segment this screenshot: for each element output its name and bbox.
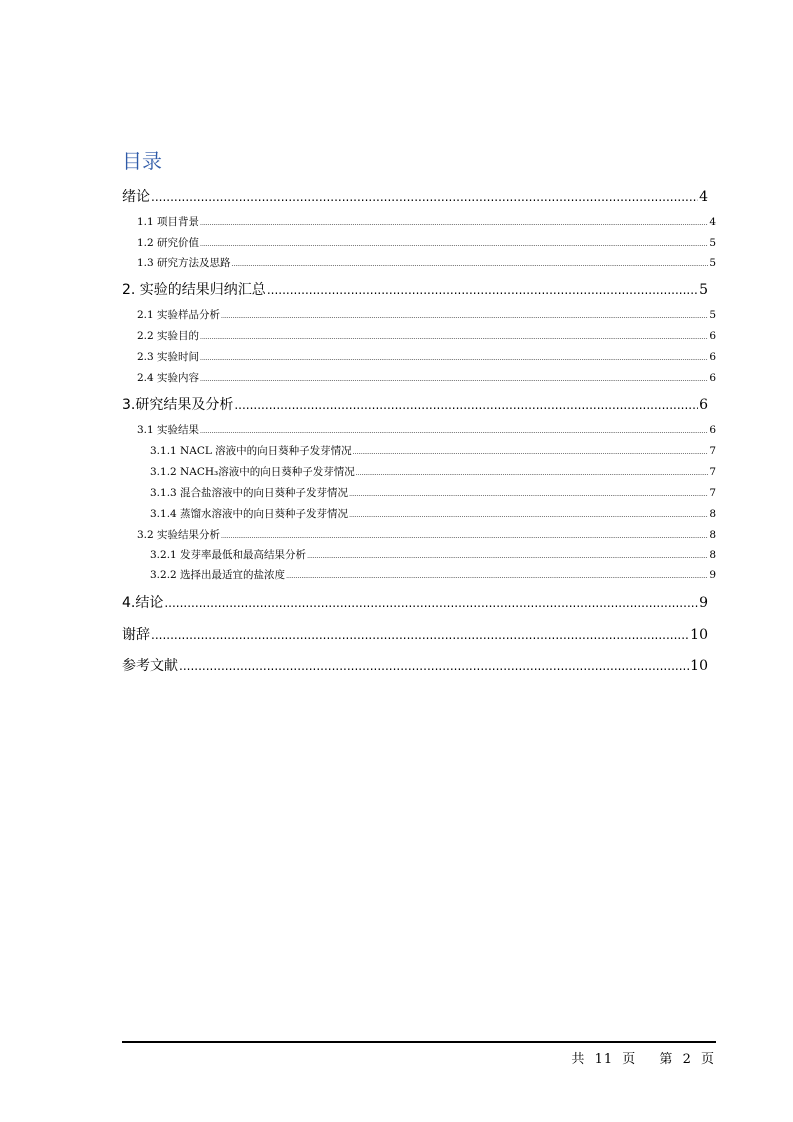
- toc-entry-page: 6: [699, 397, 708, 413]
- toc-entry-page: 4: [699, 189, 708, 205]
- footer-current-prefix: 第: [659, 1052, 674, 1067]
- toc-entry-page: 10: [690, 627, 708, 643]
- toc-entry[interactable]: [150, 506, 716, 521]
- dot-leader: [200, 376, 708, 383]
- toc-entry[interactable]: [137, 255, 716, 270]
- toc-entry[interactable]: [137, 235, 716, 250]
- page-footer: [567, 1048, 715, 1067]
- dot-leader: [232, 261, 709, 268]
- toc-entry-page: 5: [709, 237, 716, 249]
- toc-entry-page: 8: [709, 549, 716, 561]
- toc-entry[interactable]: [137, 527, 716, 542]
- dot-leader: [179, 659, 689, 673]
- toc-entry[interactable]: [137, 214, 716, 229]
- toc-entry[interactable]: [137, 328, 716, 343]
- footer-total-prefix: 共: [571, 1052, 586, 1067]
- toc-entry[interactable]: [150, 547, 716, 562]
- toc-entry[interactable]: [150, 567, 716, 582]
- toc-entry-label: 3.2.1 发芽率最低和最高结果分析: [150, 549, 307, 561]
- footer-total-suffix: 页: [622, 1052, 637, 1067]
- dot-leader: [234, 398, 698, 412]
- dot-leader: [151, 190, 698, 204]
- toc-entry-page: 8: [709, 508, 716, 520]
- toc-entry[interactable]: [150, 485, 716, 500]
- toc-entry-label: 3.1.3 混合盐溶液中的向日葵种子发芽情况: [150, 487, 349, 499]
- toc-entry-page: 5: [709, 257, 716, 269]
- dot-leader: [221, 313, 708, 320]
- toc-entry[interactable]: [137, 349, 716, 364]
- dot-leader: [267, 283, 698, 297]
- dot-leader: [221, 533, 708, 540]
- dot-leader: [151, 628, 689, 642]
- toc-entry-page: 7: [709, 487, 716, 499]
- toc-entry-page: 10: [690, 658, 708, 674]
- footer-total-pages: 11: [594, 1052, 614, 1067]
- dot-leader: [353, 449, 709, 456]
- toc-entry-label: 绪论: [122, 189, 150, 205]
- toc-entry[interactable]: [137, 370, 716, 385]
- toc-title: 目录: [122, 149, 162, 173]
- toc-entry[interactable]: [122, 592, 708, 612]
- toc-entry-label: 参考文献: [122, 658, 178, 674]
- toc-entry-label: 2.3 实验时间: [137, 351, 200, 363]
- toc-entry-label: 3.研究结果及分析: [122, 397, 234, 413]
- toc-entry-page: 6: [709, 372, 716, 384]
- toc-entry-label: 2.1 实验样品分析: [137, 309, 221, 321]
- toc-entry-page: 6: [709, 351, 716, 363]
- dot-leader: [307, 553, 708, 560]
- toc-entry-page: 6: [709, 424, 716, 436]
- toc-entry[interactable]: [122, 394, 708, 414]
- toc-entry-label: 3.1 实验结果: [137, 424, 200, 436]
- toc-entry-page: 4: [709, 216, 716, 228]
- toc-entry-label: 3.1.2 NACH₃溶液中的向日葵种子发芽情况: [150, 466, 355, 478]
- toc-entry-label: 1.1 项目背景: [137, 216, 200, 228]
- dot-leader: [200, 355, 708, 362]
- footer-current-suffix: 页: [700, 1052, 715, 1067]
- toc-entry-page: 6: [709, 330, 716, 342]
- toc-entry-label: 3.1.1 NACL 溶液中的向日葵种子发芽情况: [150, 445, 352, 457]
- toc-entry-page: 7: [709, 445, 716, 457]
- toc-entry-label: 1.2 研究价值: [137, 237, 200, 249]
- toc-entry[interactable]: [122, 186, 708, 206]
- toc-entry-page: 8: [709, 529, 716, 541]
- toc-entry[interactable]: [137, 422, 716, 437]
- footer-current-page: 2: [682, 1052, 692, 1067]
- dot-leader: [356, 470, 709, 477]
- toc-entry-page: 5: [699, 282, 708, 298]
- toc-entry-label: 3.2.2 选择出最适宜的盐浓度: [150, 569, 286, 581]
- toc-entry-label: 2.2 实验目的: [137, 330, 200, 342]
- dot-leader: [200, 334, 708, 341]
- dot-leader: [200, 241, 708, 248]
- dot-leader: [164, 596, 698, 610]
- toc-entry-page: 9: [709, 569, 716, 581]
- toc-entry-label: 3.2 实验结果分析: [137, 529, 221, 541]
- toc-entry-page: 5: [709, 309, 716, 321]
- dot-leader: [349, 491, 708, 498]
- toc-entry[interactable]: [122, 624, 708, 644]
- toc-entry-label: 2.4 实验内容: [137, 372, 200, 384]
- dot-leader: [200, 220, 708, 227]
- toc-entry-label: 4.结论: [122, 595, 164, 611]
- dot-leader: [200, 428, 708, 435]
- toc-entry[interactable]: [122, 279, 708, 299]
- footer-divider: [122, 1041, 716, 1043]
- dot-leader: [286, 573, 708, 580]
- toc-entry-label: 3.1.4 蒸馏水溶液中的向日葵种子发芽情况: [150, 508, 349, 520]
- dot-leader: [349, 512, 708, 519]
- toc-entry-label: 谢辞: [122, 627, 150, 643]
- toc-entry[interactable]: [150, 443, 716, 458]
- toc-entry-label: 1.3 研究方法及思路: [137, 257, 231, 269]
- toc-entry-label: 2. 实验的结果归纳汇总: [122, 282, 266, 298]
- toc-entry-page: 9: [699, 595, 708, 611]
- toc-entry[interactable]: [122, 655, 708, 675]
- toc-entry[interactable]: [137, 307, 716, 322]
- toc-entry[interactable]: [150, 464, 716, 479]
- toc-entry-page: 7: [709, 466, 716, 478]
